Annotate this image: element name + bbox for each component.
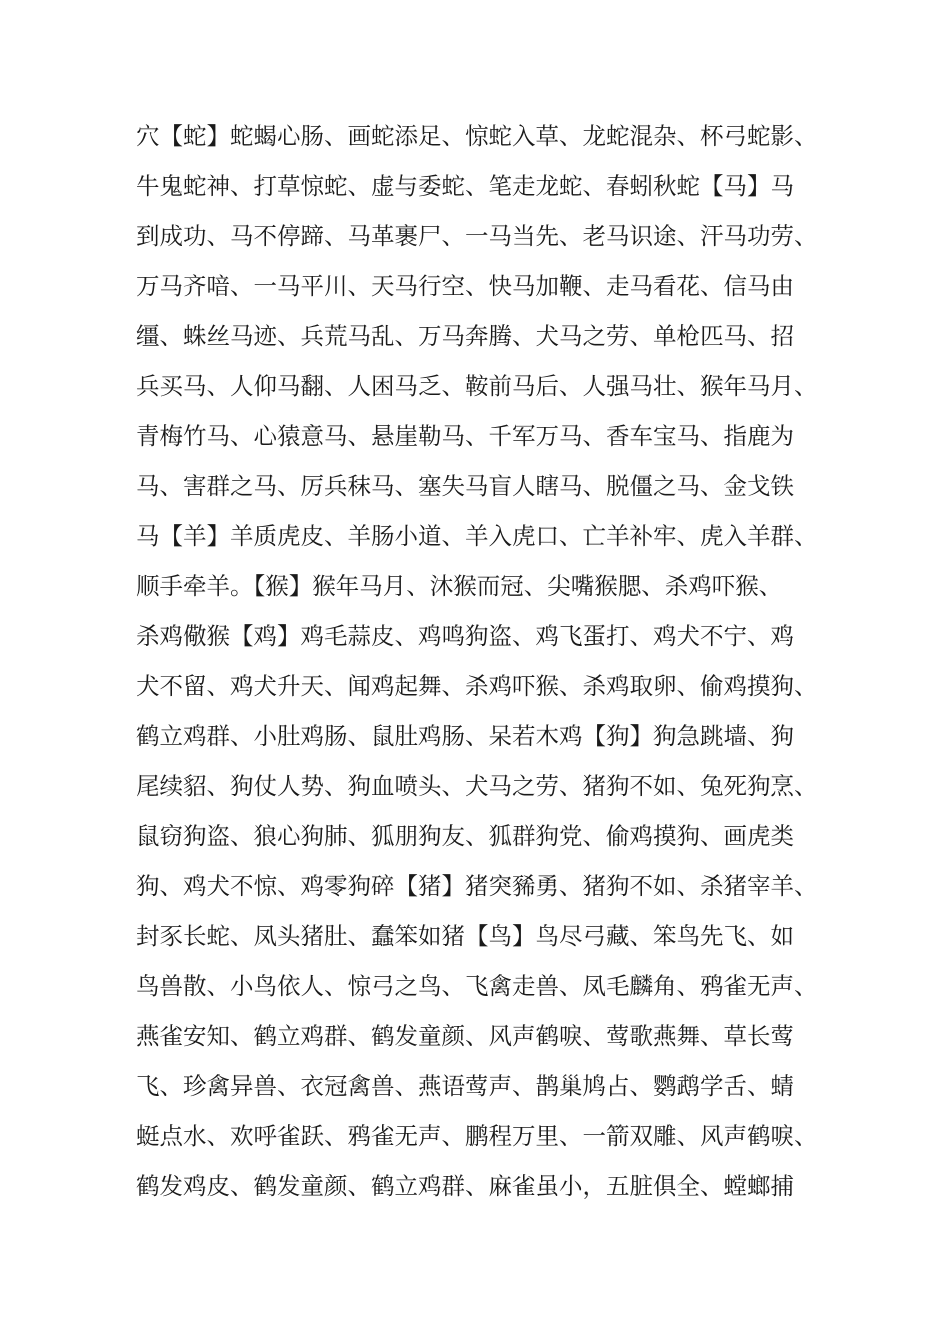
text-line: 燕雀安知、鹤立鸡群、鹤发童颜、风声鹤唳、莺歌燕舞、草长莺: [136, 1022, 794, 1050]
text-line: 穴【蛇】蛇蝎心肠、画蛇添足、惊蛇入草、龙蛇混杂、杯弓蛇影、: [136, 122, 818, 150]
text-line: 青梅竹马、心猿意马、悬崖勒马、千军万马、香车宝马、指鹿为: [136, 422, 794, 450]
text-line: 狗、鸡犬不惊、鸡零狗碎【猪】猪突豨勇、猪狗不如、杀猪宰羊、: [136, 872, 818, 900]
text-line: 杀鸡儆猴【鸡】鸡毛蒜皮、鸡鸣狗盗、鸡飞蛋打、鸡犬不宁、鸡: [136, 622, 794, 650]
text-line: 马、害群之马、厉兵秣马、塞失马盲人瞎马、脱僵之马、金戈铁: [136, 472, 794, 500]
text-line: 蜓点水、欢呼雀跃、鸦雀无声、鹏程万里、一箭双雕、风声鹤唳、: [136, 1122, 818, 1150]
text-line: 万马齐喑、一马平川、天马行空、快马加鞭、走马看花、信马由: [136, 272, 794, 300]
text-line: 飞、珍禽异兽、衣冠禽兽、燕语莺声、鹊巢鸠占、鹦鹉学舌、蜻: [136, 1072, 794, 1100]
text-line: 鹤立鸡群、小肚鸡肠、鼠肚鸡肠、呆若木鸡【狗】狗急跳墙、狗: [136, 722, 794, 750]
text-line: 尾续貂、狗仗人势、狗血喷头、犬马之劳、猪狗不如、兔死狗烹、: [136, 772, 818, 800]
text-line: 鸟兽散、小鸟依人、惊弓之鸟、飞禽走兽、凤毛麟角、鸦雀无声、: [136, 972, 818, 1000]
text-line: 鼠窃狗盗、狼心狗肺、狐朋狗友、狐群狗党、偷鸡摸狗、画虎类: [136, 822, 794, 850]
text-line: 马【羊】羊质虎皮、羊肠小道、羊入虎口、亡羊补牢、虎入羊群、: [136, 522, 818, 550]
text-line: 犬不留、鸡犬升天、闻鸡起舞、杀鸡吓猴、杀鸡取卵、偷鸡摸狗、: [136, 672, 818, 700]
idiom-text-block: [136, 111, 836, 1211]
text-line: 鹤发鸡皮、鹤发童颜、鹤立鸡群、麻雀虽小，五脏俱全、螳螂捕: [136, 1172, 794, 1200]
text-line: 牛鬼蛇神、打草惊蛇、虚与委蛇、笔走龙蛇、春蚓秋蛇【马】马: [136, 172, 794, 200]
text-line: 到成功、马不停蹄、马革裹尸、一马当先、老马识途、汗马功劳、: [136, 222, 818, 250]
text-line: 兵买马、人仰马翻、人困马乏、鞍前马后、人强马壮、猴年马月、: [136, 372, 818, 400]
text-line: 封豕长蛇、凤头猪肚、蠢笨如猪【鸟】鸟尽弓藏、笨鸟先飞、如: [136, 922, 794, 950]
text-line: 顺手牵羊。【猴】猴年马月、沐猴而冠、尖嘴猴腮、杀鸡吓猴、: [136, 572, 783, 600]
text-line: 缰、蛛丝马迹、兵荒马乱、万马奔腾、犬马之劳、单枪匹马、招: [136, 322, 794, 350]
